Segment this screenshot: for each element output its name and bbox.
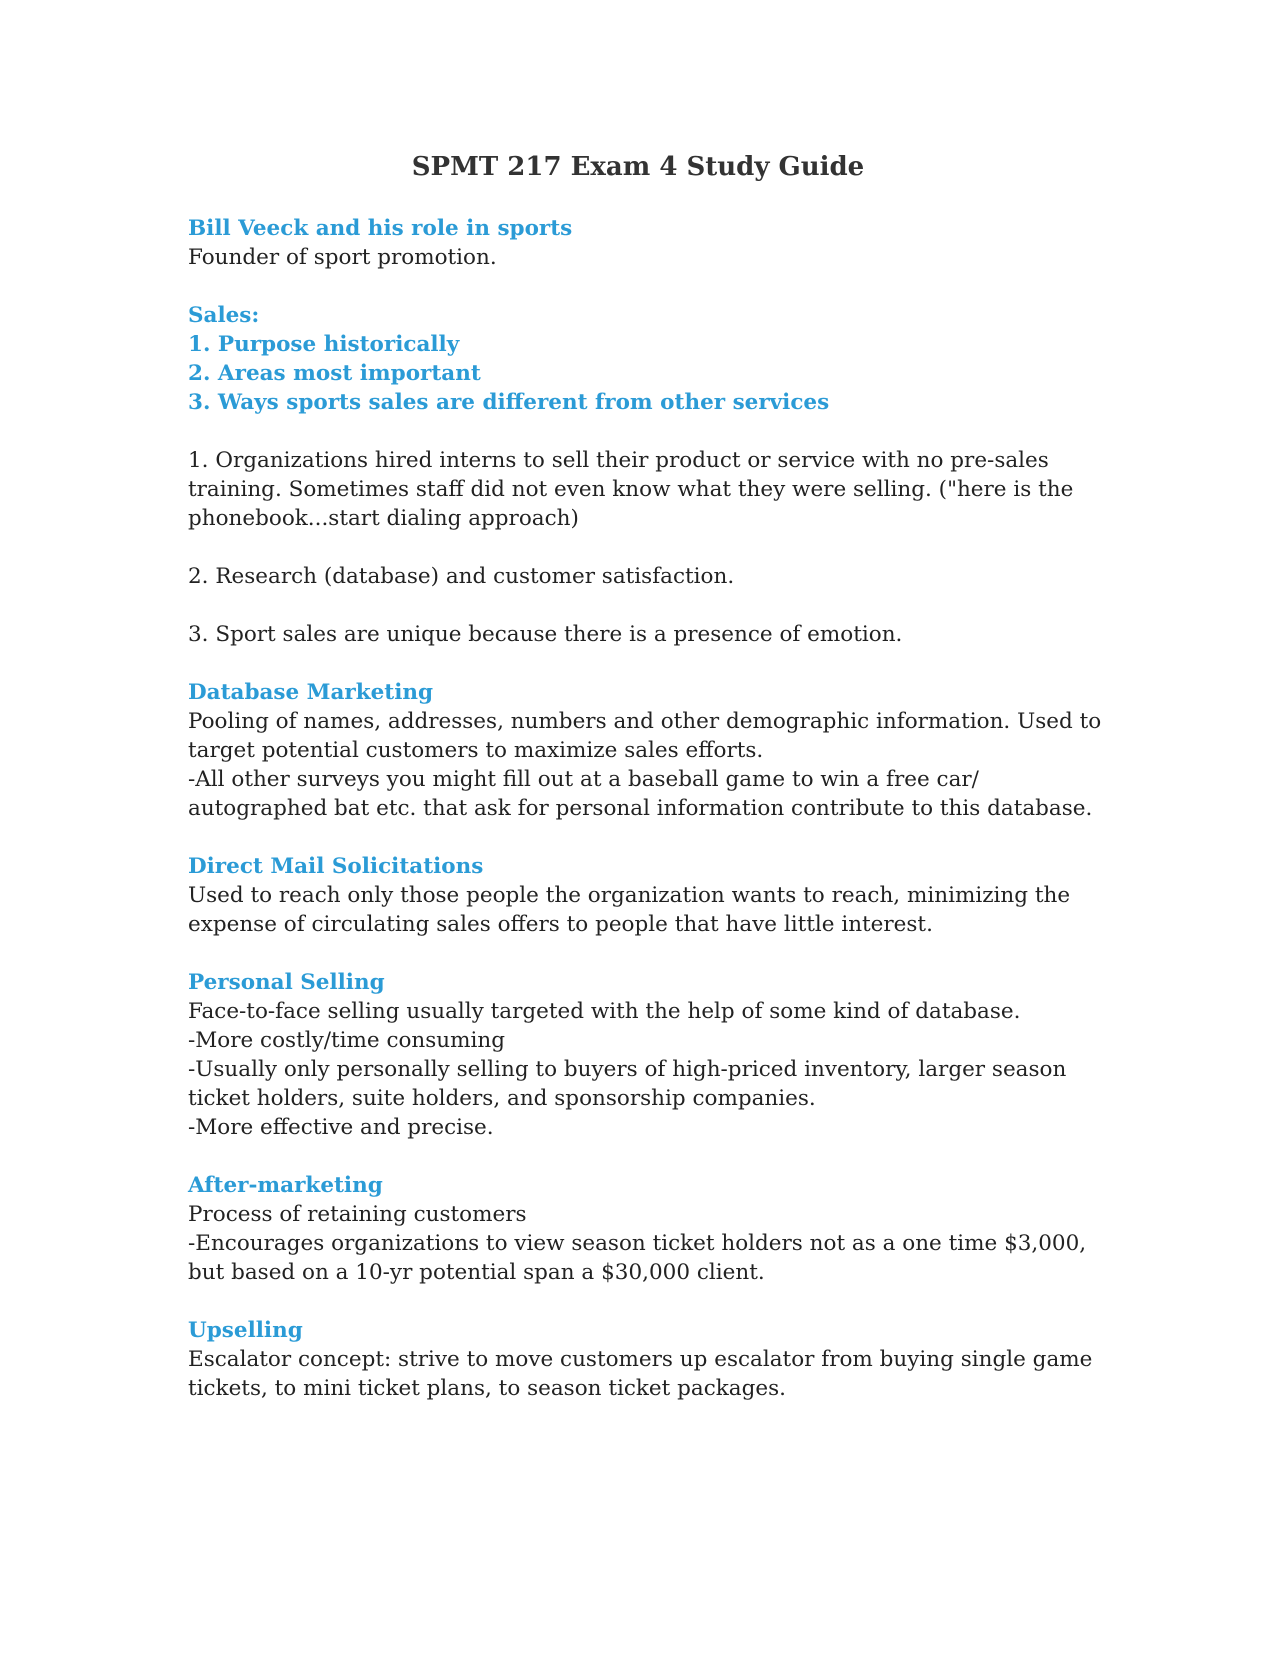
section-heading-database-marketing: Database Marketing [188,680,434,705]
sales-question-3: 3. Ways sports sales are different from other services [188,390,830,415]
body-line: Face-to-face selling usually targeted with the help of some kind of database. [188,999,1021,1024]
sales-answer-1-line: training. Sometimes staff did not even know what they were selling. ("here is the [188,477,1074,502]
body-line: target potential customers to maximize sales efforts. [188,738,764,763]
body-line: ticket holders, suite holders, and sponsorship companies. [188,1086,816,1111]
body-line: Used to reach only those people the organization wants to reach, minimizing the [188,883,1071,908]
body-line: expense of circulating sales offers to people that have little interest. [188,912,933,937]
body-line: autographed bat etc. that ask for personal information contribute to this database. [188,796,1093,821]
sales-question-2: 2. Areas most important [188,361,481,386]
sales-answer-1-line: phonebook...start dialing approach) [188,506,579,531]
body-line: Process of retaining customers [188,1202,527,1227]
body-line: but based on a 10-yr potential span a $30,000 client. [188,1260,765,1285]
section-heading-sales: Sales: [188,303,260,328]
section-heading-upselling: Upselling [188,1318,303,1343]
section-heading-personal-selling: Personal Selling [188,970,385,995]
body-line: -More costly/time consuming [188,1028,506,1053]
body-line: -More effective and precise. [188,1115,494,1140]
sales-answer-3: 3. Sport sales are unique because there is a presence of emotion. [188,622,903,647]
section-heading-bill-veeck: Bill Veeck and his role in sports [188,216,573,241]
body-line: -Usually only personally selling to buyers of high-priced inventory, larger season [188,1057,1067,1082]
body-line: -Encourages organizations to view season ticket holders not as a one time $3,000, [188,1231,1087,1256]
section-heading-after-marketing: After-marketing [188,1173,383,1198]
body-line: tickets, to mini ticket plans, to season ticket packages. [188,1376,786,1401]
body-line: -All other surveys you might fill out at a baseball game to win a free car/ [188,767,979,792]
body-line: Founder of sport promotion. [188,245,497,270]
body-line: Escalator concept: strive to move customers up escalator from buying single game [188,1347,1093,1372]
sales-answer-1-line: 1. Organizations hired interns to sell their product or service with no pre-sales [188,448,1049,473]
document-title: SPMT 217 Exam 4 Study Guide [411,152,865,182]
document-body [188,214,1102,1403]
sales-question-1: 1. Purpose historically [188,332,460,357]
section-heading-direct-mail: Direct Mail Solicitations [188,854,484,879]
body-line: Pooling of names, addresses, numbers and other demographic information. Used to [188,709,1102,734]
sales-answer-2: 2. Research (database) and customer satisfaction. [188,564,735,589]
